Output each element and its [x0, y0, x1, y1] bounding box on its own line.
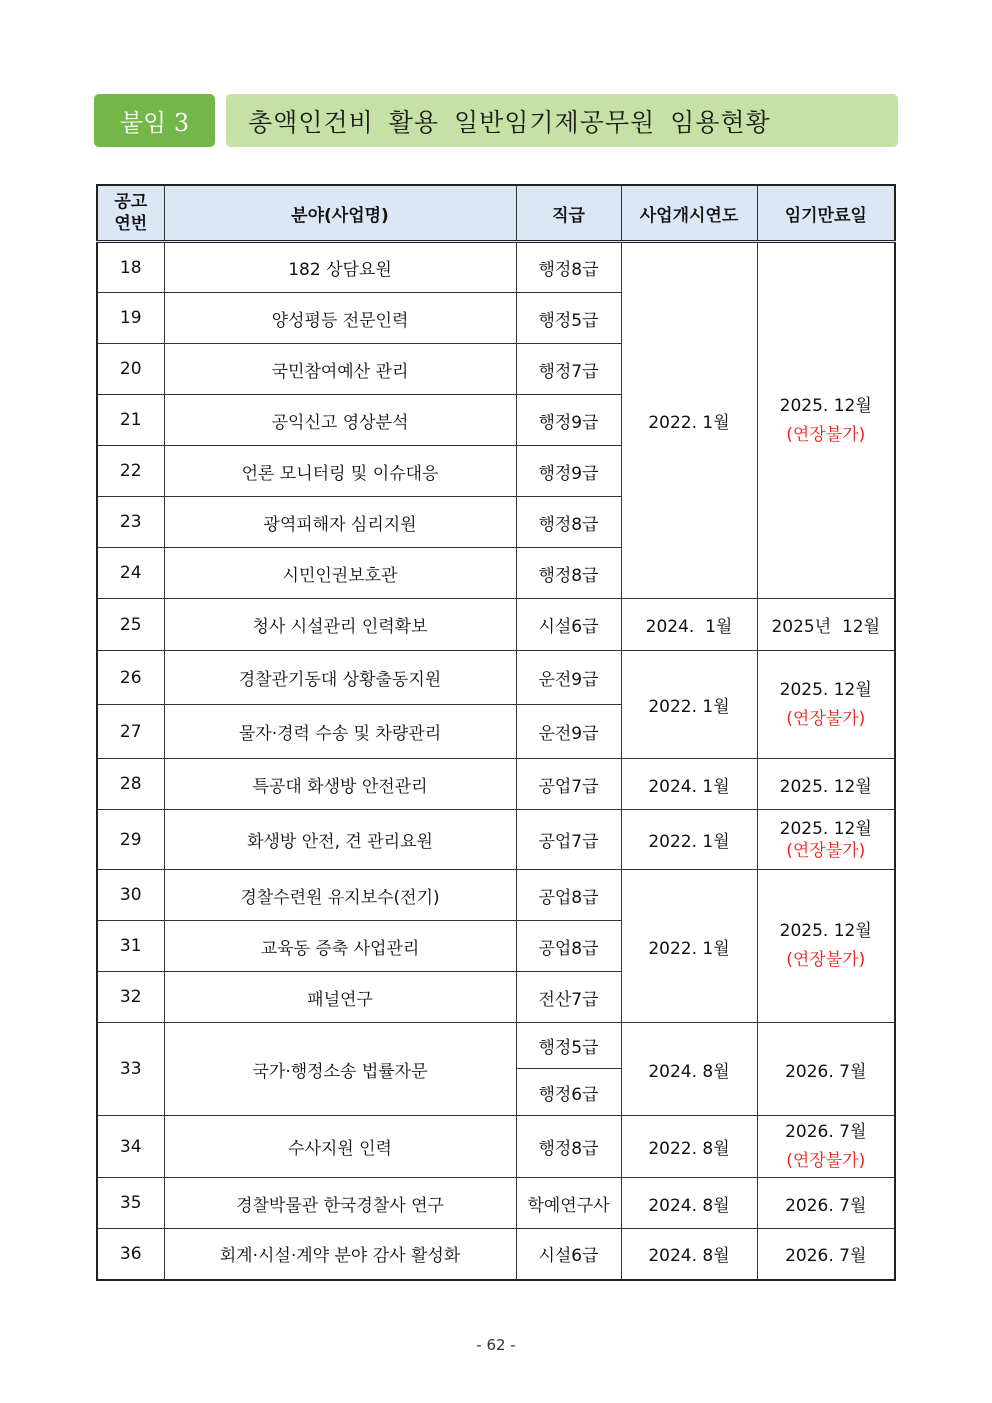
row-start: 2022. 8월	[621, 1116, 757, 1178]
row-grade: 행정8급	[516, 1116, 621, 1178]
row-start: 2024. 1월	[621, 759, 757, 810]
row-no: 36	[97, 1229, 164, 1280]
row-grade: 행정9급	[516, 395, 621, 446]
table-row	[97, 1178, 895, 1229]
row-expiry: 2026. 7월	[757, 1023, 895, 1116]
attachment-badge: 붙임 3	[94, 94, 215, 147]
row-start: 2024. 8월	[621, 1178, 757, 1229]
table-row	[97, 1229, 895, 1280]
row-field: 회계·시설·계약 분야 감사 활성화	[164, 1229, 516, 1280]
row-start: 2022. 1월	[621, 870, 757, 1023]
row-start: 2024. 1월	[621, 599, 757, 651]
row-no: 20	[97, 344, 164, 395]
extension-note: (연장불가)	[786, 1150, 866, 1171]
row-no: 26	[97, 651, 164, 705]
header-grade: 직급	[516, 185, 621, 242]
row-grade: 행정8급	[516, 548, 621, 599]
row-field: 경찰박물관 한국경찰사 연구	[164, 1178, 516, 1229]
page-title: 총액인건비 활용 일반임기제공무원 임용현황	[226, 94, 898, 147]
row-no: 29	[97, 810, 164, 870]
row-grade: 행정8급	[516, 497, 621, 548]
extension-note: (연장불가)	[786, 424, 866, 445]
row-grade: 운전9급	[516, 651, 621, 705]
row-field: 물자·경력 수송 및 차량관리	[164, 705, 516, 759]
row-start: 2024. 8월	[621, 1023, 757, 1116]
row-no: 25	[97, 599, 164, 651]
extension-note: (연장불가)	[786, 950, 866, 970]
row-grade: 행정9급	[516, 446, 621, 497]
row-field: 수사지원 인력	[164, 1116, 516, 1178]
row-grade: 공업8급	[516, 921, 621, 972]
table-row	[97, 810, 895, 870]
row-expiry: 2026. 7월 (연장불가)	[757, 1116, 895, 1178]
row-field: 광역피해자 심리지원	[164, 497, 516, 548]
row-no: 24	[97, 548, 164, 599]
table-row	[97, 1116, 895, 1178]
row-expiry: 2026. 7월	[757, 1178, 895, 1229]
row-expiry: 2025년 12월	[757, 599, 895, 651]
header-start: 사업개시연도	[621, 185, 757, 242]
row-grade: 운전9급	[516, 705, 621, 759]
extension-note: (연장불가)	[786, 840, 866, 861]
row-grade: 공업7급	[516, 810, 621, 870]
appointment-table	[96, 184, 896, 1281]
row-grade: 행정8급	[516, 242, 621, 293]
row-no: 23	[97, 497, 164, 548]
row-expiry: 2025. 12월 (연장불가)	[757, 242, 895, 599]
row-field: 국가·행정소송 법률자문	[164, 1023, 516, 1116]
table-row	[97, 1023, 895, 1069]
table-header-row	[97, 185, 895, 242]
row-field: 교육동 증축 사업관리	[164, 921, 516, 972]
row-field: 청사 시설관리 인력확보	[164, 599, 516, 651]
row-field: 양성평등 전문인력	[164, 293, 516, 344]
row-start: 2022. 1월	[621, 651, 757, 759]
row-expiry: 2025. 12월	[757, 759, 895, 810]
header-expiry: 임기만료일	[757, 185, 895, 242]
row-grade: 행정7급	[516, 344, 621, 395]
table-row	[97, 651, 895, 705]
row-grade: 전산7급	[516, 972, 621, 1023]
row-expiry: 2026. 7월	[757, 1229, 895, 1280]
row-grade: 학예연구사	[516, 1178, 621, 1229]
page-number: - 62 -	[476, 1336, 516, 1354]
row-grade: 행정6급	[516, 1069, 621, 1116]
row-no: 28	[97, 759, 164, 810]
header-field: 분야(사업명)	[164, 185, 516, 242]
row-no: 18	[97, 242, 164, 293]
row-field: 언론 모니터링 및 이슈대응	[164, 446, 516, 497]
row-field: 182 상담요원	[164, 242, 516, 293]
title-bar	[94, 94, 898, 147]
table-row	[97, 242, 895, 293]
row-grade: 공업7급	[516, 759, 621, 810]
row-field: 경찰관기동대 상황출동지원	[164, 651, 516, 705]
table-row	[97, 870, 895, 921]
row-field: 공익신고 영상분석	[164, 395, 516, 446]
row-field: 화생방 안전, 견 관리요원	[164, 810, 516, 870]
row-no: 30	[97, 870, 164, 921]
row-field: 특공대 화생방 안전관리	[164, 759, 516, 810]
row-grade: 공업8급	[516, 870, 621, 921]
row-field: 국민참여예산 관리	[164, 344, 516, 395]
row-no: 34	[97, 1116, 164, 1178]
row-grade: 행정5급	[516, 293, 621, 344]
row-no: 31	[97, 921, 164, 972]
row-start: 2022. 1월	[621, 242, 757, 599]
row-grade: 시설6급	[516, 599, 621, 651]
header-no: 공고 연번	[97, 185, 164, 242]
row-start: 2022. 1월	[621, 810, 757, 870]
row-field: 패널연구	[164, 972, 516, 1023]
row-no: 33	[97, 1023, 164, 1116]
row-start: 2024. 8월	[621, 1229, 757, 1280]
row-expiry: 2025. 12월 (연장불가)	[757, 870, 895, 1023]
row-grade: 행정5급	[516, 1023, 621, 1069]
table-row	[97, 759, 895, 810]
row-expiry: 2025. 12월 (연장불가)	[757, 651, 895, 759]
row-field: 시민인권보호관	[164, 548, 516, 599]
table-row	[97, 599, 895, 651]
row-no: 21	[97, 395, 164, 446]
row-no: 27	[97, 705, 164, 759]
extension-note: (연장불가)	[786, 708, 866, 729]
row-expiry: 2025. 12월 (연장불가)	[757, 810, 895, 870]
row-no: 32	[97, 972, 164, 1023]
row-field: 경찰수련원 유지보수(전기)	[164, 870, 516, 921]
row-no: 19	[97, 293, 164, 344]
row-grade: 시설6급	[516, 1229, 621, 1280]
row-no: 35	[97, 1178, 164, 1229]
row-no: 22	[97, 446, 164, 497]
